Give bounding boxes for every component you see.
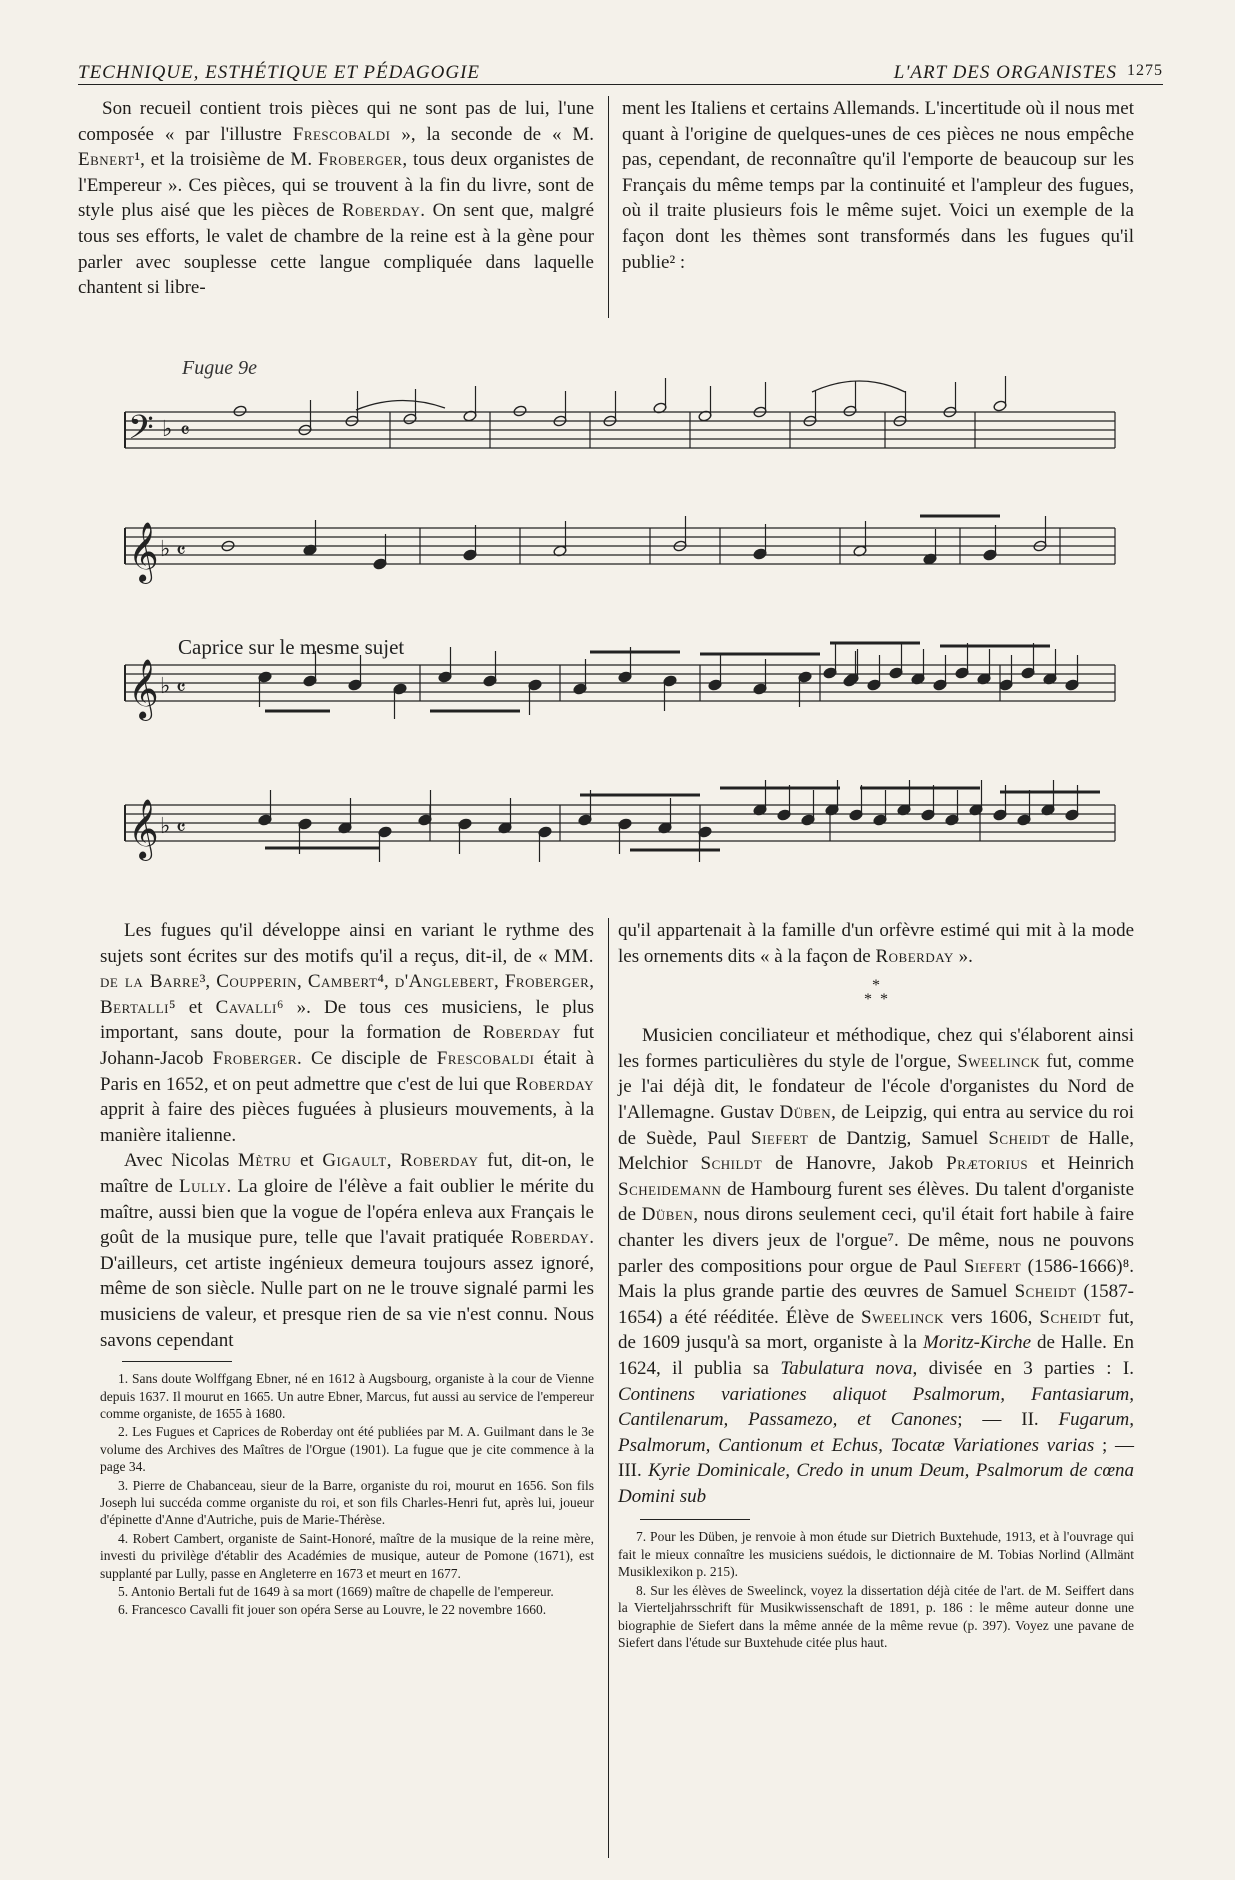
top-left-column: [78, 96, 594, 301]
footnote-1: 1. Sans doute Wolffgang Ebner, né en 1612 à Augsbourg, organiste à la cour de Vienne depuis 1637. Il mourut en 1665. Un autre Ebner, Marcus, fut aussi au service de l'empereur comme organiste, de 1655 à 1680.: [100, 1371, 594, 1421]
running-header: [78, 60, 1163, 85]
footnote-7: 7. Pour les Düben, je renvoie à mon étude sur Dietrich Buxtehude, 1913, et à l'ouvrage qui fait le mieux connaître les musiciens suédois, le dictionnaire de M. Tobias Norlind (Allmänt Musiklexikon p. 215).: [618, 1529, 1134, 1580]
asterism: * * *: [864, 977, 888, 1009]
footnote-6: 6. Francesco Cavalli fit jouer son opéra Serse au Louvre, le 22 novembre 1660.: [118, 1602, 547, 1618]
paragraph-metru: Avec Nicolas Mètru et Gigault, Roberday fut, dit-on, le maître de Lully. La gloire de l'élève a fait oublier le mérite du maître, aussi bien que la vogue de l'opéra enleva aux Français le goût de la musique pure, telle que l'avait pratiquée Roberday. D'ailleurs, cet artiste ingénieux demeura toujours assez ignoré, même de son siècle. Nulle part on ne le trouve signalé parmi les musiciens de valeur, et presque rien de sa vie n'est connu. Nous savons cependant: [100, 1150, 595, 1351]
paragraph-italiens: ment les Italiens et certains Allemands. L'incertitude où il nous met quant à l'origine de quelques-unes de ces pièces ne nous empêche pas, cependant, de reconnaître qu'il l'emporte de beaucoup sur les Français du même temps par la continuité et l'ampleur des fugues, où il traite plusieurs fois le même sujet. Voici un exemple de la façon dont les thèmes sont transformés dans les fugues qu'il publie² :: [622, 98, 1134, 273]
bottom-left-column: [100, 918, 594, 1620]
top-right-column: [622, 96, 1134, 275]
bottom-right-column: [618, 918, 1134, 1652]
column-divider-bottom: [608, 918, 609, 1858]
paragraph-fugues: Les fugues qu'il développe ainsi en variant le rythme des sujets sont écrites sur des motifs qu'il a reçus, dit-il, de « MM. de la Barre³, Coupperin, Cambert⁴, d'Anglebert, Froberger, Bertalli⁵ et Cavalli⁶ ». De tous ces musiciens, le plus important, sans doute, pour la formation de Roberday fut Johann-Jacob Froberger. Ce disciple de Frescobaldi était à Paris en 1652, et on peut admettre que c'est de lui que Roberday apprit à faire des pièces fuguées à plusieurs mouvements, à la manière italienne.: [100, 920, 595, 1146]
svg-text:𝄴: 𝄴: [180, 418, 190, 443]
footnote-3: 3. Pierre de Chabanceau, sieur de la Barre, organiste du roi, mourut en 1656. Son fils Joseph lui succéda comme organiste du roi, et son fils Charles-Henri fut, après lui, joueur d'épinette d'Anne d'Autriche, puis de Marie-Thérèse.: [100, 1477, 594, 1528]
flat-icon: ♭: [160, 536, 171, 561]
treble-clef-icon: 𝄞: [128, 801, 159, 858]
page-number: 1275: [1127, 62, 1163, 79]
music-example: [0, 340, 1235, 900]
tie: [812, 381, 905, 392]
fugue-label: Fugue 9e: [182, 357, 257, 379]
running-header-left: TECHNIQUE, ESTHÉTIQUE ET PÉDAGOGIE: [78, 62, 481, 83]
svg-text:𝄴: 𝄴: [176, 675, 186, 700]
treble-clef-icon: 𝄞: [128, 661, 159, 718]
running-header-right: L'ART DES ORGANISTES: [893, 62, 1117, 83]
staff-2: [125, 528, 1115, 564]
bass-clef-icon: 𝄢: [128, 409, 154, 454]
flat-icon: ♭: [160, 813, 171, 838]
tie: [356, 400, 445, 410]
footnote-2: 2. Les Fugues et Caprices de Roberday ont été publiées par M. A. Guilmant dans le 3e volume des Archives des Maîtres de l'Orgue (1901). La fugue que je cite commence à la page 34.: [100, 1424, 594, 1475]
footnote-rule: [640, 1519, 750, 1520]
treble-clef-icon: 𝄞: [128, 524, 159, 581]
note-icon: [513, 405, 527, 417]
footnote-rule: [122, 1361, 232, 1362]
footnote-5: 5. Antonio Bertali fut de 1649 à sa mort (1669) maître de chapelle de l'empereur.: [118, 1583, 554, 1599]
note-icon: [233, 405, 247, 417]
paragraph-recueil: Son recueil contient trois pièces qui ne sont pas de lui, l'une composée « par l'illustre Frescobaldi », la seconde de « M. Ebnert¹, et la troisième de M. Froberger, tous deux organistes de l'Empereur ». Ces pièces, qui se trouvent à la fin du livre, sont de style plus aisé que les pièces de Roberday. On sent que, malgré tous ses efforts, le valet de chambre de la reine est à la gène pour parler avec souplesse cette langue compliquée dans laquelle chantent si libre-: [78, 98, 594, 299]
svg-text:𝄴: 𝄴: [176, 538, 186, 563]
footnote-4: 4. Robert Cambert, organiste de Saint-Honoré, maître de la musique de la reine mère, investi du privilège d'établir des Académies de musique, auteur de Pomone (1671), est supplanté par Lully, passe en Angleterre en 1673 et meurt en 1677.: [100, 1530, 594, 1581]
paragraph-sweelinck: Musicien conciliateur et méthodique, chez qui s'élaborent ainsi les formes particulières du style de l'orgue, Sweelinck fut, comme je l'ai déjà dit, le fondateur de l'école d'organistes du Nord de l'Allemagne. Gustav Düben, de Leipzig, qui entra au service du roi de Suède, Paul Siefert de Dantzig, Samuel Scheidt de Halle, Melchior Schildt de Hanovre, Jakob Prætorius et Heinrich Scheidemann de Hambourg furent ses élèves. Du talent d'organiste de Düben, nous dirons seulement ceci, qu'il était fort habile à faire chanter les divers jeux de l'orgue⁷. De même, nous ne pouvons parler des compositions pour orgue de Paul Siefert (1586-1666)⁸. Mais la plus grande partie des œuvres de Samuel Scheidt (1587-1654) a été rééditée. Élève de Sweelinck vers 1606, Scheidt fut, de 1609 jusqu'à sa mort, organiste à la Moritz-Kirche de Halle. En 1624, il publia sa Tabulatura nova, divisée en 3 parties : I. Continens variationes aliquot Psalmorum, Fantasiarum, Cantilenarum, Passamezo, et Canones; — II. Fugarum, Psalmorum, Cantionum et Echus, Tocatæ Variationes varias ; — III. Kyrie Dominicale, Credo in unum Deum, Psalmorum de cœna Domini sub: [618, 1025, 1135, 1507]
svg-text:𝄴: 𝄴: [176, 815, 186, 840]
paragraph-orfevre: qu'il appartenait à la famille d'un orfèvre estimé qui mit à la mode les ornements dits « à la façon de Roberday ».: [618, 920, 1134, 967]
flat-icon: ♭: [162, 416, 173, 441]
column-divider-top: [608, 96, 609, 318]
staff-1: [125, 412, 1115, 448]
flat-icon: ♭: [160, 673, 171, 698]
caprice-label: Caprice sur le mesme sujet: [178, 635, 405, 659]
footnote-8: 8. Sur les élèves de Sweelinck, voyez la dissertation déjà citée de l'art. de M. Seiffert dans la Vierteljahrsschrift für Musikwissenschaft de 1891, p. 186 : le même auteur donne une biographie de Siefert dans la même année de la même revue (p. 397). Voyez une pavane de Siefert dans l'étude sur Buxtehude citée plus haut.: [618, 1582, 1134, 1650]
